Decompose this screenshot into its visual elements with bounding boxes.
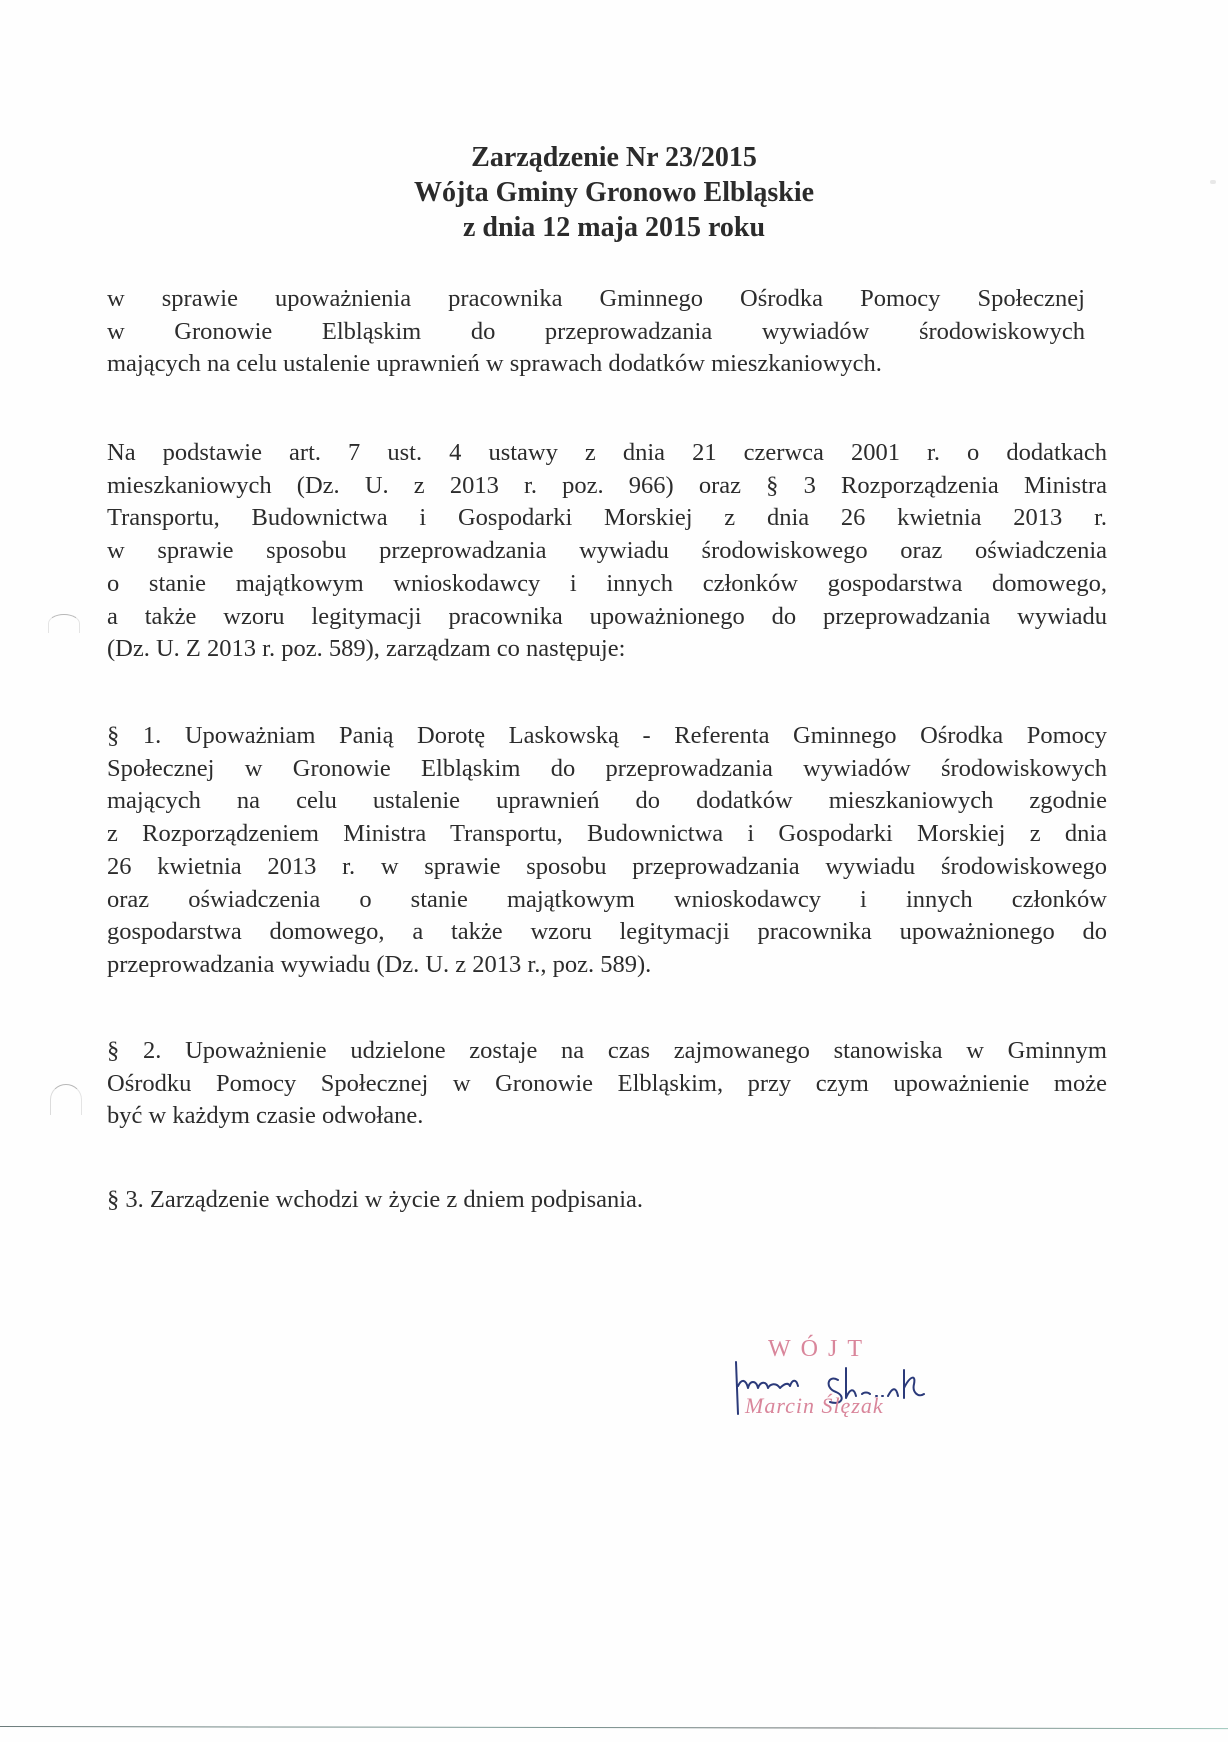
document-title xyxy=(0,140,1228,245)
legal-basis-line: a także wzoru legitymacji pracownika upoważnionego do przeprowadzania wywiadu xyxy=(107,602,1107,630)
legal-basis-line: mieszkaniowych (Dz. U. z 2013 r. poz. 966) oraz § 3 Rozporządzenia Ministra xyxy=(107,471,1107,499)
legal-basis-paragraph xyxy=(107,437,1107,666)
stamp-name: Marcin Ślęzak xyxy=(745,1393,884,1418)
section-1-line: mających na celu ustalenie uprawnień do dodatków mieszkaniowych zgodnie xyxy=(107,787,1107,815)
title-line-issuer: Wójta Gminy Gronowo Elbląskie xyxy=(413,177,815,208)
subject-line: w sprawie upoważnienia pracownika Gminnego Ośrodka Pomocy Społecznej xyxy=(107,285,1085,312)
legal-basis-line: o stanie majątkowym wnioskodawcy i innych członków gospodarstwa domowego, xyxy=(107,569,1107,597)
punch-hole-mark xyxy=(48,614,80,633)
subject-line: w Gronowie Elbląskim do przeprowadzania wywiadów środowiskowych xyxy=(107,317,1085,345)
legal-basis-line: w sprawie sposobu przeprowadzania wywiadu środowiskowego oraz oświadczenia xyxy=(107,537,1107,565)
section-2-line: § 2. Upoważnienie udzielone zostaje na czas zajmowanego stanowiska w Gminnym xyxy=(107,1037,1107,1064)
section-1-line: przeprowadzania wywiadu (Dz. U. z 2013 r., poz. 589). xyxy=(107,950,652,978)
legal-basis-line: (Dz. U. Z 2013 r. poz. 589), zarządzam co następuje: xyxy=(107,635,626,663)
section-3-paragraph xyxy=(107,1184,1107,1217)
punch-hole-mark xyxy=(50,1084,82,1115)
section-1-line: gospodarstwa domowego, a także wzoru legitymacji pracownika upoważnionego do xyxy=(107,918,1107,946)
section-2-paragraph xyxy=(107,1035,1107,1133)
stamp-title: WÓJT xyxy=(768,1336,872,1362)
subject-line: mających na celu ustalenie uprawnień w sprawach dodatków mieszkaniowych. xyxy=(107,350,882,378)
scan-edge-line xyxy=(0,1726,1228,1729)
title-line-ordinance-number: Zarządzenie Nr 23/2015 xyxy=(471,142,757,173)
title-line-date: z dnia 12 maja 2015 roku xyxy=(462,212,766,243)
section-1-line: oraz oświadczenia o stanie majątkowym wnioskodawcy i innych członków xyxy=(107,885,1107,913)
section-1-line: § 1. Upoważniam Panią Dorotę Laskowską - Referenta Gminnego Ośrodka Pomocy xyxy=(107,722,1107,749)
section-1-line: z Rozporządzeniem Ministra Transportu, Budownictwa i Gospodarki Morskiej z dnia xyxy=(107,820,1107,848)
legal-basis-line: Transportu, Budownictwa i Gospodarki Morskiej z dnia 26 kwietnia 2013 r. xyxy=(107,504,1107,532)
legal-basis-line: Na podstawie art. 7 ust. 4 ustawy z dnia 21 czerwca 2001 r. o dodatkach xyxy=(107,439,1107,466)
section-1-line: 26 kwietnia 2013 r. w sprawie sposobu przeprowadzania wywiadu środowiskowego xyxy=(107,852,1107,880)
section-1-line: Społecznej w Gronowie Elbląskim do przeprowadzania wywiadów środowiskowych xyxy=(107,754,1107,782)
section-2-line: być w każdym czasie odwołane. xyxy=(107,1102,424,1130)
subject-paragraph xyxy=(107,283,1085,381)
section-2-line: Ośrodku Pomocy Społecznej w Gronowie Elbląskim, przy czym upoważnienie może xyxy=(107,1069,1107,1097)
section-3-line: § 3. Zarządzenie wchodzi w życie z dniem podpisania. xyxy=(107,1186,644,1213)
section-1-paragraph xyxy=(107,720,1107,982)
